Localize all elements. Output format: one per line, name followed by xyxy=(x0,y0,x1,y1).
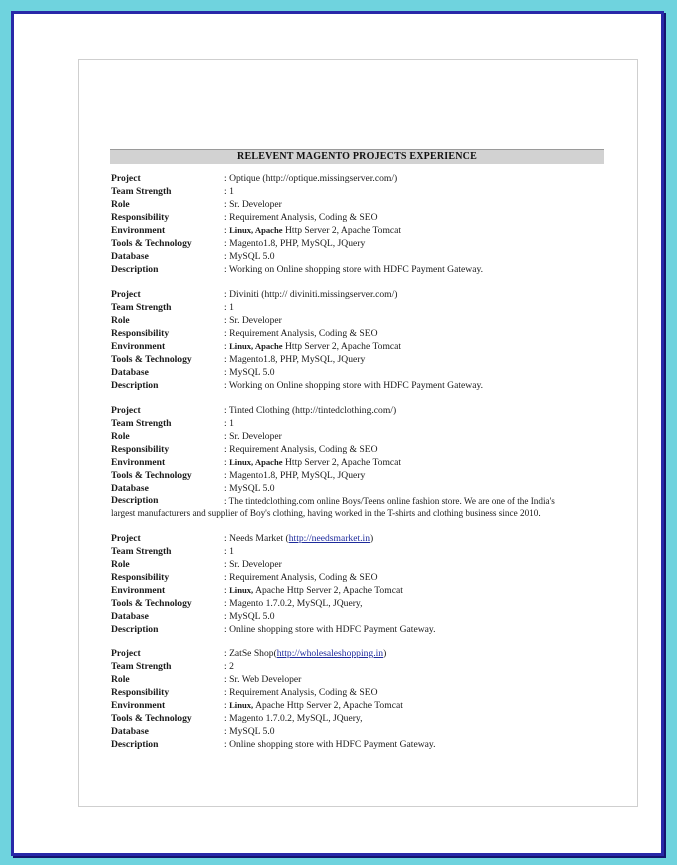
description-value: : Working on Online shopping store with HDFC Payment Gateway. xyxy=(224,264,484,275)
project-name xyxy=(224,532,373,545)
description-value: : Working on Online shopping store with HDFC Payment Gateway. xyxy=(224,380,484,391)
responsibility-label: Responsibility xyxy=(111,444,170,455)
environment-bold: Linux, xyxy=(229,700,254,710)
responsibility-label: Responsibility xyxy=(111,687,170,698)
project-name-prefix: : Needs Market ( xyxy=(224,533,289,544)
tools-label: Tools & Technology xyxy=(111,470,192,481)
project-block-tinted-clothing xyxy=(111,404,611,519)
tools-label: Tools & Technology xyxy=(111,354,192,365)
role-label: Role xyxy=(111,315,130,326)
database-label: Database xyxy=(111,611,149,622)
environment-value: : Linux, Apache Http Server 2, Apache Tomcat xyxy=(224,700,403,711)
project-block-diviniti xyxy=(111,288,611,392)
project-block-optique xyxy=(111,172,611,276)
project-name: : Optique (http://optique.missingserver.com/) xyxy=(224,173,398,184)
project-label: Project xyxy=(111,648,141,659)
tools-value: : Magento1.8, PHP, MySQL, JQuery xyxy=(224,470,366,481)
database-label: Database xyxy=(111,251,149,262)
database-value: : MySQL 5.0 xyxy=(224,483,275,494)
team-label: Team Strength xyxy=(111,418,172,429)
role-value: : Sr. Developer xyxy=(224,199,282,210)
section-title: RELEVENT MAGENTO PROJECTS EXPERIENCE xyxy=(110,149,604,164)
tools-label: Tools & Technology xyxy=(111,598,192,609)
role-label: Role xyxy=(111,199,130,210)
description-value-line1: : The tintedclothing.com online Boys/Teens online fashion store. We are one of the India's xyxy=(224,496,555,506)
environment-rest: Http Server 2, Apache Tomcat xyxy=(282,225,402,236)
database-label: Database xyxy=(111,367,149,378)
tools-value: : Magento1.8, PHP, MySQL, JQuery xyxy=(224,354,366,365)
document-frame xyxy=(11,11,664,856)
project-name-suffix: ) xyxy=(383,648,387,659)
project-label: Project xyxy=(111,533,141,544)
tools-value: : Magento 1.7.0.2, MySQL, JQuery, xyxy=(224,598,363,609)
description-label: Description xyxy=(111,624,159,635)
environment-bold: Linux, xyxy=(229,585,254,595)
team-value: : 2 xyxy=(224,661,234,672)
environment-value: : Linux, Apache Http Server 2, Apache Tomcat xyxy=(224,225,402,236)
role-label: Role xyxy=(111,559,130,570)
resume-page xyxy=(78,59,638,807)
responsibility-value: : Requirement Analysis, Coding & SEO xyxy=(224,687,378,698)
responsibility-value: : Requirement Analysis, Coding & SEO xyxy=(224,444,378,455)
role-value: : Sr. Developer xyxy=(224,315,282,326)
tools-label: Tools & Technology xyxy=(111,238,192,249)
environment-value: : Linux, Apache Http Server 2, Apache Tomcat xyxy=(224,585,403,596)
role-value: : Sr. Web Developer xyxy=(224,674,302,685)
database-label: Database xyxy=(111,726,149,737)
project-url-link[interactable]: http://wholesaleshopping.in xyxy=(276,648,384,659)
project-label: Project xyxy=(111,289,141,300)
team-value: : 1 xyxy=(224,302,234,313)
environment-label: Environment xyxy=(111,585,166,596)
database-value: : MySQL 5.0 xyxy=(224,726,275,737)
role-value: : Sr. Developer xyxy=(224,431,282,442)
description-value: : Online shopping store with HDFC Payment Gateway. xyxy=(224,624,436,635)
database-value: : MySQL 5.0 xyxy=(224,611,275,622)
project-name-prefix: : ZatSe Shop( xyxy=(224,648,277,659)
role-label: Role xyxy=(111,674,130,685)
tools-value: : Magento1.8, PHP, MySQL, JQuery xyxy=(224,238,366,249)
team-label: Team Strength xyxy=(111,186,172,197)
project-name: : Tinted Clothing (http://tintedclothing.com/) xyxy=(224,405,397,416)
project-block-zatse-shop xyxy=(111,647,611,751)
responsibility-value: : Requirement Analysis, Coding & SEO xyxy=(224,328,378,339)
environment-bold: Linux, Apache xyxy=(229,457,283,467)
team-value: : 1 xyxy=(224,546,234,557)
responsibility-label: Responsibility xyxy=(111,572,170,583)
project-label: Project xyxy=(111,173,141,184)
team-label: Team Strength xyxy=(111,302,172,313)
description-block xyxy=(111,495,611,519)
environment-rest: Apache Http Server 2, Apache Tomcat xyxy=(253,585,403,596)
environment-value: : Linux, Apache Http Server 2, Apache Tomcat xyxy=(224,457,402,468)
database-value: : MySQL 5.0 xyxy=(224,251,275,262)
description-label: Description xyxy=(111,264,159,275)
responsibility-label: Responsibility xyxy=(111,212,170,223)
project-name xyxy=(224,647,386,660)
role-label: Role xyxy=(111,431,130,442)
environment-label: Environment xyxy=(111,225,166,236)
environment-label: Environment xyxy=(111,341,166,352)
project-name: : Diviniti (http:// diviniti.missingserver.com/) xyxy=(224,289,398,300)
environment-rest: Http Server 2, Apache Tomcat xyxy=(282,457,402,468)
responsibility-value: : Requirement Analysis, Coding & SEO xyxy=(224,572,378,583)
responsibility-label: Responsibility xyxy=(111,328,170,339)
description-label: Description xyxy=(111,495,159,506)
environment-label: Environment xyxy=(111,457,166,468)
environment-label: Environment xyxy=(111,700,166,711)
team-label: Team Strength xyxy=(111,546,172,557)
environment-value: : Linux, Apache Http Server 2, Apache Tomcat xyxy=(224,341,402,352)
environment-rest: Apache Http Server 2, Apache Tomcat xyxy=(253,700,403,711)
environment-bold: Linux, Apache xyxy=(229,225,283,235)
environment-rest: Http Server 2, Apache Tomcat xyxy=(282,341,402,352)
description-value: : Online shopping store with HDFC Payment Gateway. xyxy=(224,739,436,750)
description-value-line2: largest manufacturers and supplier of Boy's clothing, having worked in the T-shirts and clothing business since 2010. xyxy=(111,508,541,518)
database-value: : MySQL 5.0 xyxy=(224,367,275,378)
team-value: : 1 xyxy=(224,186,234,197)
description-label: Description xyxy=(111,380,159,391)
project-url-link[interactable]: http://needsmarket.in xyxy=(288,533,371,544)
responsibility-value: : Requirement Analysis, Coding & SEO xyxy=(224,212,378,223)
project-block-needs-market xyxy=(111,532,611,636)
environment-bold: Linux, Apache xyxy=(229,341,283,351)
project-name-suffix: ) xyxy=(370,533,374,544)
role-value: : Sr. Developer xyxy=(224,559,282,570)
team-label: Team Strength xyxy=(111,661,172,672)
team-value: : 1 xyxy=(224,418,234,429)
project-label: Project xyxy=(111,405,141,416)
tools-label: Tools & Technology xyxy=(111,713,192,724)
tools-value: : Magento 1.7.0.2, MySQL, JQuery, xyxy=(224,713,363,724)
database-label: Database xyxy=(111,483,149,494)
description-label: Description xyxy=(111,739,159,750)
